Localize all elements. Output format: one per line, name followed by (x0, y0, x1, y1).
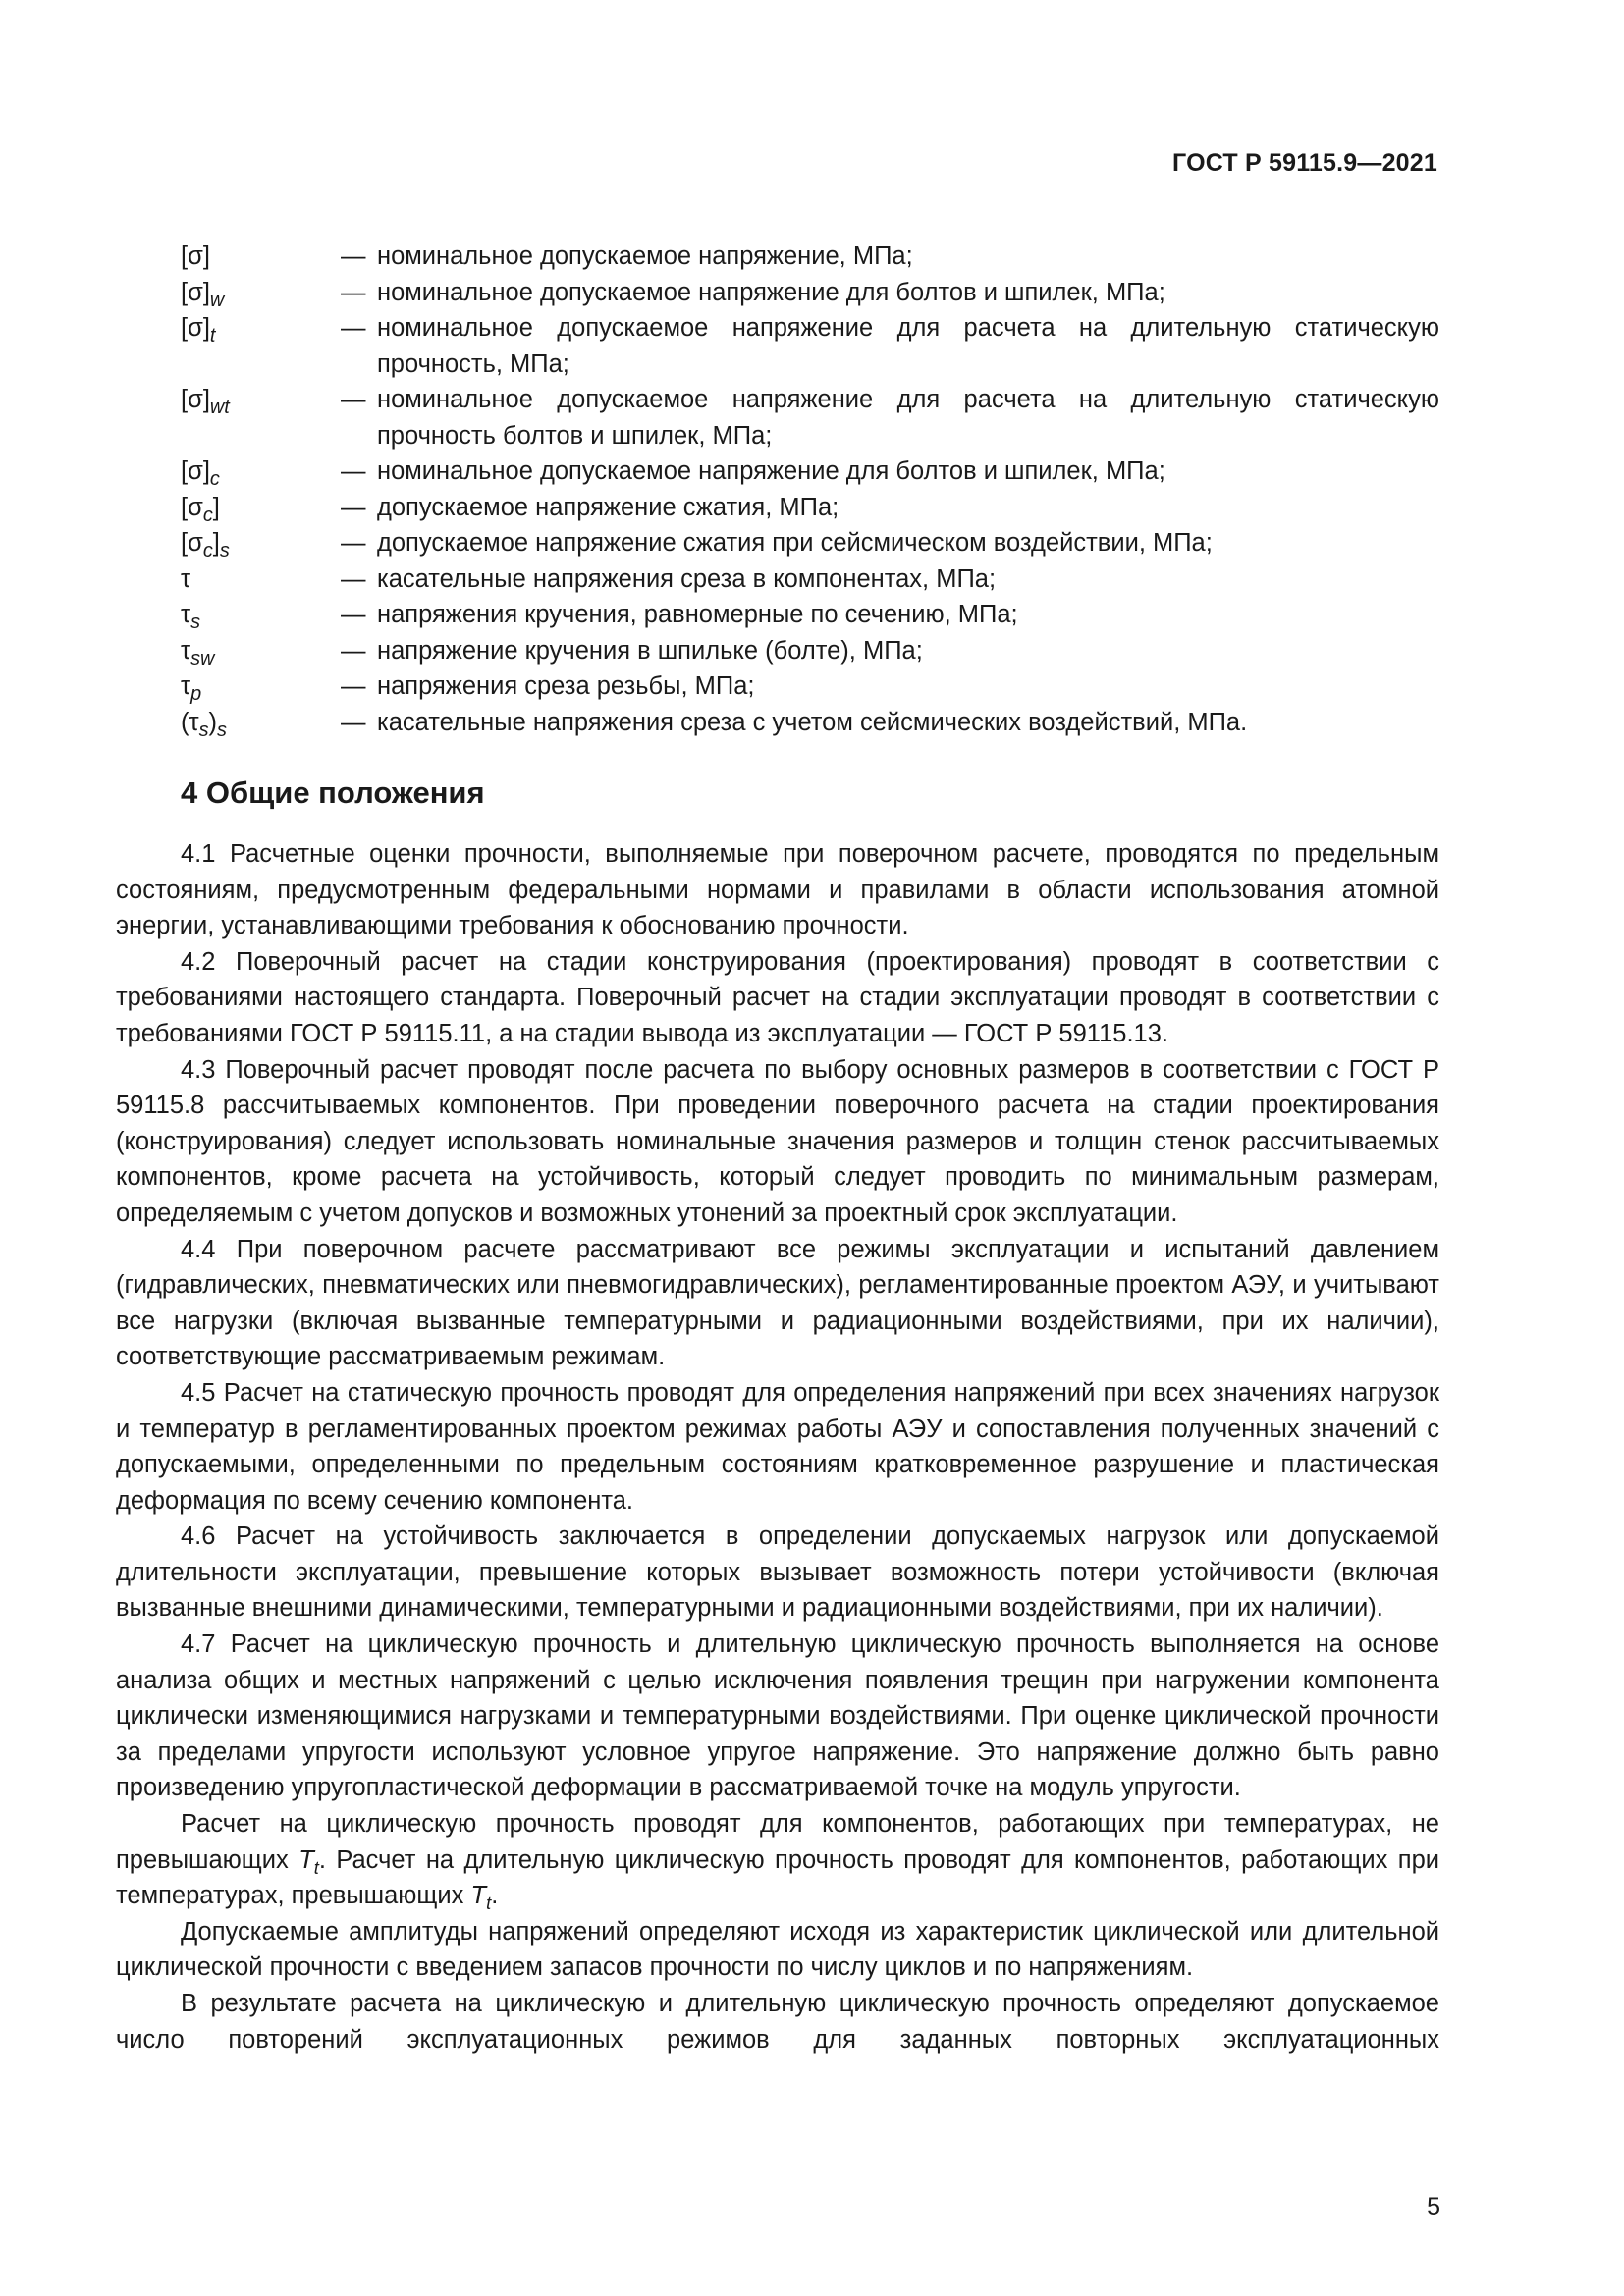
symbol-row (181, 633, 1439, 669)
paragraph-4-3: 4.3 Поверочный расчет проводят после расчета по выбору основных размеров в соответствии с ГОСТ Р 59115.8 рассчитываемых компонентов. При проведении поверочного расчета на стадии проектирования (конструирования) следует использовать номинальные значения размеров и толщин стенок рассчитываемых компонентов, кроме расчета на устойчивость, который следует проводить по минимальным размерам, определяемым с учетом допусков и возможных утонений за проектный срок эксплуатации. (116, 1055, 1439, 1227)
symbol: $[\sigma]_t$ (181, 314, 216, 347)
symbol-description: напряжение кручения в шпильке (болте), МПа; (377, 636, 923, 665)
section-heading: 4 Общие положения (181, 775, 485, 810)
symbol-row (181, 310, 1439, 382)
em-dash: — (341, 314, 366, 342)
symbol-list (181, 239, 1439, 740)
temperature-variable: T (470, 1882, 487, 1910)
symbol: $[\sigma_c]_s$ (181, 529, 230, 562)
section-body (116, 836, 1439, 2057)
symbol-row (181, 454, 1439, 490)
symbol-description: напряжения кручения, равномерные по сечению, МПа; (377, 601, 1018, 628)
symbol-row (181, 561, 1439, 598)
em-dash: — (341, 457, 366, 485)
symbol: [σ] (181, 242, 210, 270)
symbol-description: номинальное допускаемое напряжение для болтов и шпилек, МПа; (377, 278, 1165, 306)
symbol-row (181, 705, 1439, 741)
paragraph-4-5: 4.5 Расчет на статическую прочность проводят для определения напряжений при всех значениях нагрузок и температур в регламентированных проектом режимах работы АЭУ и сопоставления полученных значений с допускаемыми, определенными по предельным состояниям кратковременное разрушение и пластическая деформация по всему сечению компонента. (116, 1378, 1439, 1515)
paragraph-cyclic-temperature: Расчет на циклическую прочность проводят для компонентов, работающих при температурах, не превышающих $T_t$. Расчет на длительную циклическую прочность проводят для компонентов, работающих при температурах, превышающих $T_t$. (116, 1810, 1439, 1914)
paragraph-allowable-amplitudes: Допускаемые амплитуды напряжений определяют исходя из характеристик циклической или длительной циклической прочности с введением запасов прочности по числу циклов и по напряжениям. (116, 1917, 1439, 1982)
paragraph-4-4: 4.4 При поверочном расчете рассматривают все режимы эксплуатации и испытаний давлением (гидравлических, пневматических или пневмогидравлических), регламентированные проектом АЭУ, и учитывают все нагрузки (включая вызванные температурными и радиационными воздействиями, при их наличии), соответствующие рассматриваемым режимам. (116, 1235, 1439, 1371)
page-number: 5 (1427, 2193, 1440, 2220)
symbol-row (181, 597, 1439, 633)
em-dash: — (341, 708, 366, 736)
paragraph-result: В результате расчета на циклическую и длительную циклическую прочность определяют допускаемое число повторений эксплуатационных режимов для заданных повторных эксплуатационных (116, 1990, 1439, 2054)
symbol-description: допускаемое напряжение сжатия при сейсмическом воздействии, МПа; (377, 529, 1213, 557)
em-dash: — (341, 636, 366, 665)
symbol-row (181, 490, 1439, 526)
symbol-row (181, 525, 1439, 561)
em-dash: — (341, 564, 366, 593)
symbol-row (181, 382, 1439, 454)
symbol: $(\tau_s)_s$ (181, 708, 227, 741)
symbol-row (181, 668, 1439, 705)
document-code-header: ГОСТ Р 59115.9—2021 (1172, 149, 1437, 177)
symbol-description: допускаемое напряжение сжатия, МПа; (377, 493, 839, 521)
symbol: $[\sigma]_w$ (181, 278, 225, 311)
symbol: $\tau_p$ (181, 672, 202, 706)
symbol: $[\sigma]_c$ (181, 457, 220, 491)
em-dash: — (341, 386, 366, 413)
symbol-description: касательные напряжения среза с учетом сейсмических воздействий, МПа. (377, 708, 1248, 736)
symbol: $[\sigma]_{wt}$ (181, 386, 230, 419)
symbol: τ (181, 564, 191, 593)
symbol-description: номинальное допускаемое напряжение для расчета на длительную статическую прочность болтов и шпилек, МПа; (377, 386, 1439, 450)
symbol: $\tau_s$ (181, 601, 201, 634)
em-dash: — (341, 529, 366, 557)
symbol-description: напряжения среза резьбы, МПа; (377, 672, 755, 700)
symbol-row (181, 275, 1439, 311)
symbol-description: номинальное допускаемое напряжение для болтов и шпилек, МПа; (377, 457, 1165, 485)
em-dash: — (341, 601, 366, 628)
temperature-variable: T (298, 1845, 314, 1874)
symbol: $\tau_{sw}$ (181, 636, 215, 669)
paragraph-4-1: 4.1 Расчетные оценки прочности, выполняемые при поверочном расчете, проводятся по предельным состояниям, предусмотренным федеральными нормами и правилами в области использования атомной энергии, устанавливающими требования к обоснованию прочности. (116, 840, 1439, 940)
symbol-description: номинальное допускаемое напряжение для расчета на длительную статическую прочность, МПа; (377, 314, 1439, 378)
paragraph-4-7: 4.7 Расчет на циклическую прочность и длительную циклическую прочность выполняется на основе анализа общих и местных напряжений с целью исключения появления трещин при нагружении компонента циклически изменяющимися нагрузками и температурными воздействиями. При оценке циклической прочности за пределами упругости используют условное упругое напряжение. Это напряжение должно быть равно произведению упругопластической деформации в рассматриваемой точке на модуль упругости. (116, 1630, 1439, 1802)
paragraph-4-2: 4.2 Поверочный расчет на стадии конструирования (проектирования) проводят в соответствии с требованиями настоящего стандарта. Поверочный расчет на стадии эксплуатации проводят в соответствии с требованиями ГОСТ Р 59115.11, а на стадии вывода из эксплуатации — ГОСТ Р 59115.13. (116, 947, 1439, 1047)
paragraph-4-6: 4.6 Расчет на устойчивость заключается в определении допускаемых нагрузок или допускаемой длительности эксплуатации, превышение которых вызывает возможность потери устойчивости (включая вызванные внешними динамическими, температурными и радиационными воздействиями, при их наличии). (116, 1522, 1439, 1623)
symbol-row (181, 239, 1439, 275)
em-dash: — (341, 242, 366, 270)
symbol: $[\sigma_c]$ (181, 493, 220, 526)
em-dash: — (341, 672, 366, 700)
symbol-description: номинальное допускаемое напряжение, МПа; (377, 242, 913, 270)
em-dash: — (341, 278, 366, 306)
em-dash: — (341, 493, 366, 521)
symbol-description: касательные напряжения среза в компонентах, МПа; (377, 564, 997, 593)
